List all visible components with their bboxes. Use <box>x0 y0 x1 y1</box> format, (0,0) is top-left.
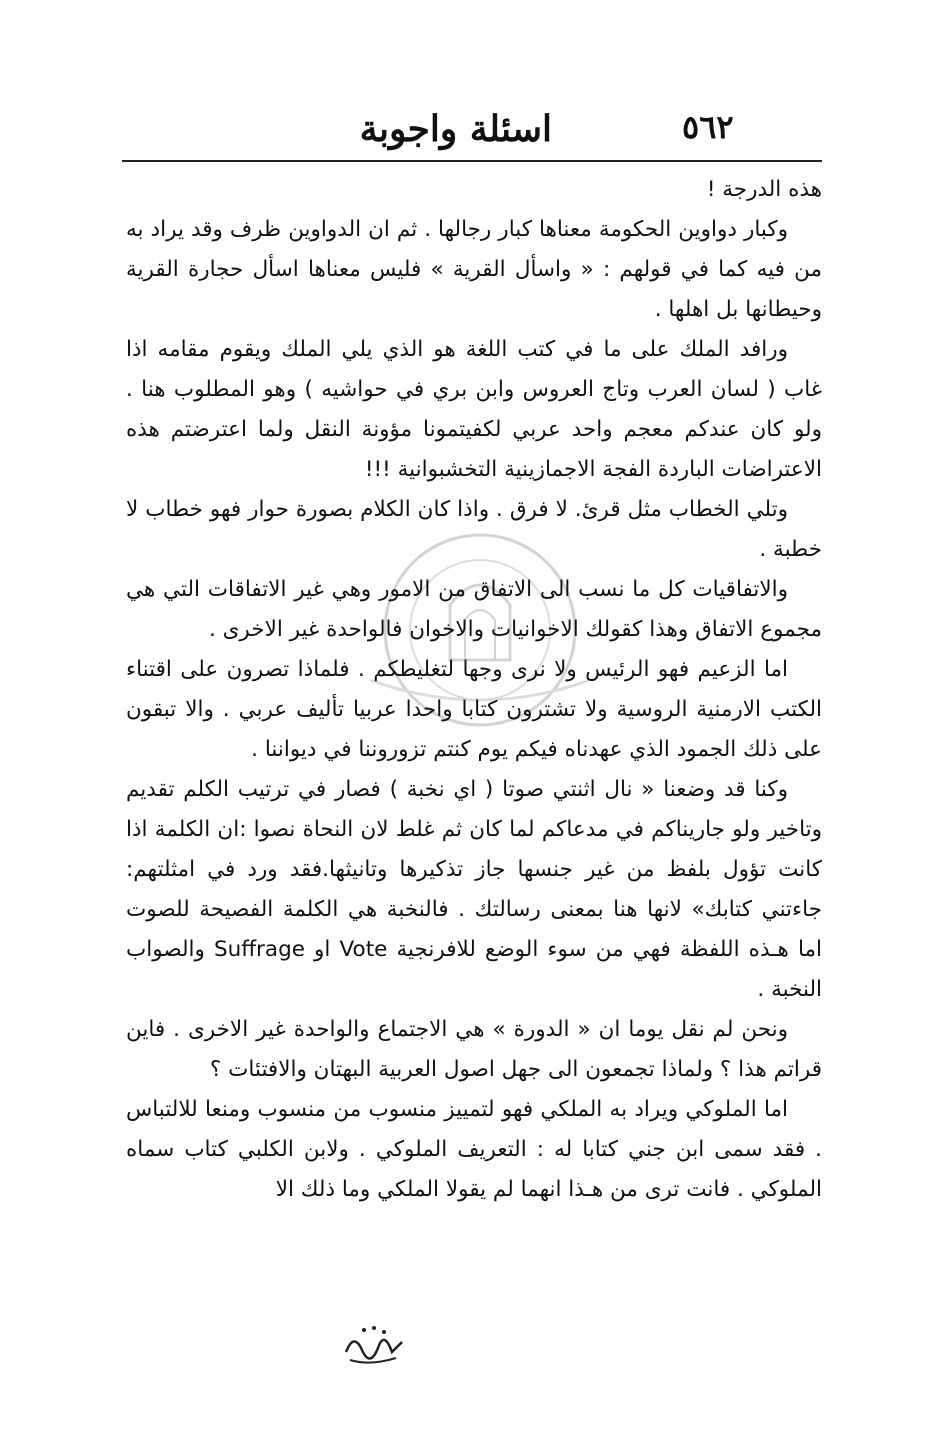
paragraph: وكنا قد وضعنا « نال اثنتي صوتا ( اي نخبة ) فصار في ترتيب الكلم تقديم وتاخير ولو جاريناكم في مدعاكم لما كان ثم غلط لان النحاة نصوا :ان الكلمة اذا كانت تؤول بلفظ من غير جنسها جاز تذكيرها وتانيثها.فقد ورد في امثلتهم: جاءتني كتابك» لانها هنا بمعنى رسالتك . فالنخبة هي الكلمة الفصيحة للصوت اما هـذه اللفظة فهي من سوء الوضع للافرنجية Vote او Suffrage والصواب النخبة . <box>126 777 822 1002</box>
paragraph: اما الزعيم فهو الرئيس ولا نرى وجها لتغليطكم . فلماذا تصرون على اقتناء الكتب الارمنية الروسية ولا تشترون كتابا واحدا عربيا تأليف عربي . والا تبقون على ذلك الجمود الذي عهدناه فيكم يوم كنتم تزوروننا في ديواننا . <box>126 657 822 762</box>
paragraph: اما الملوكي ويراد به الملكي فهو لتمييز منسوب من منسوب ومنعا للالتباس . فقد سمى ابن جني كتابا له : التعريف الملوكي . ولابن الكلبي كتاب سماه الملوكي . فانت ترى من هـذا انهما لم يقولا الملكي وما ذلك الا <box>126 1097 822 1202</box>
signature-ornament <box>340 1322 410 1368</box>
page-number: ٥٦٢ <box>682 108 734 146</box>
paragraph: ورافد الملك على ما في كتب اللغة هو الذي يلي الملك ويقوم مقامه اذا غاب ( لسان العرب وتاج العروس وابن بري في حواشيه ) وهو المطلوب هنا . ولو كان عندكم معجم واحد عربي لكفيتمونا مؤونة النقل ولما اعترضتم هذه الاعتراضات الباردة الفجة الاجمازينية التخشبوانية !!! <box>126 337 822 482</box>
paragraph: هذه الدرجة ! <box>706 177 822 202</box>
header-rule <box>122 160 822 162</box>
paragraph: وتلي الخطاب مثل قرئ. لا فرق . واذا كان الكلام بصورة حوار فهو خطاب لا خطبة . <box>126 497 822 562</box>
page-header <box>122 108 822 158</box>
paragraph: وكبار دواوين الحكومة معناها كبار رجالها . ثم ان الدواوين ظرف وقد يراد به من فيه كما في قولهم : « واسأل القرية » فليس معناها اسأل حجارة القرية وحيطانها بل اهلها . <box>126 217 822 322</box>
body-text <box>126 170 822 1210</box>
paragraph: ونحن لم نقل يوما ان « الدورة » هي الاجتماع والواحدة غير الاخرى . فاين قراتم هذا ؟ ولماذا تجمعون الى جهل اصول العربية البهتان والافتئات ؟ <box>126 1017 822 1082</box>
running-title: اسئلة واجوبة <box>359 108 552 150</box>
paragraph: والاتفاقيات كل ما نسب الى الاتفاق من الامور وهي غير الاتفاقات التي هي مجموع الاتفاق وهذا كقولك الاخوانيات والاخوان فالواحدة غير الاخرى . <box>126 577 822 642</box>
